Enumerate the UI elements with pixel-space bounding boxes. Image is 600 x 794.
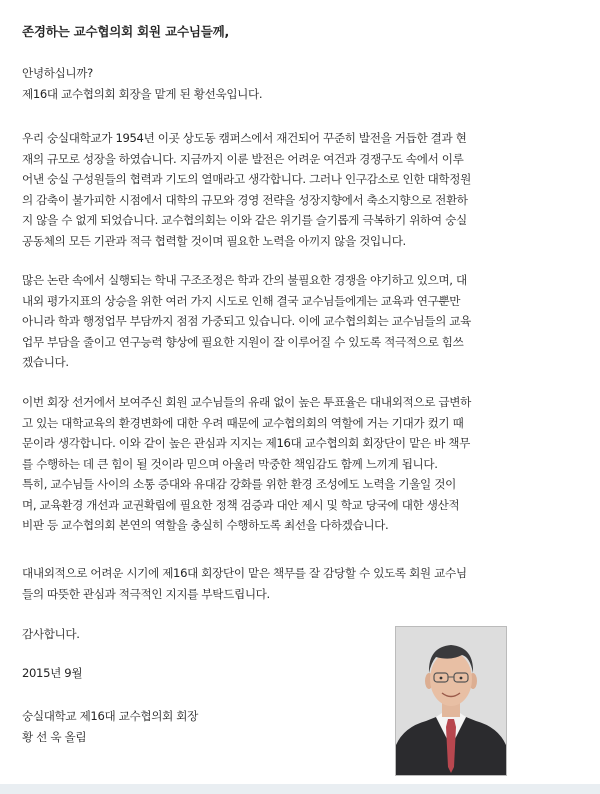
paragraph-line: 들의 따뜻한 관심과 적극적인 지지를 부탁드립니다. bbox=[22, 586, 270, 601]
intro-line: 안녕하십니까? bbox=[22, 66, 93, 80]
portrait-illustration bbox=[396, 627, 506, 775]
paragraph-line: 며, 교육환경 개선과 교권확립에 필요한 정책 검증과 대안 제시 및 학교 당국에 대한 생산적 bbox=[22, 497, 460, 512]
letter-greeting: 존경하는 교수협의회 회원 교수님들께, bbox=[22, 24, 230, 39]
paragraph-line: 업무 부담을 줄이고 연구능력 향상에 필요한 지원이 잘 이루어질 수 있도록 적극적으로 힘쓰 bbox=[22, 334, 464, 349]
paragraph-history bbox=[22, 128, 582, 251]
date-line: 2015년 9월 bbox=[22, 666, 83, 680]
paragraph-line: 아니라 학과 행정업무 부담까지 점점 가중되고 있습니다. 이에 교수협의회는 교수님들의 교육 bbox=[22, 314, 471, 328]
paragraph-line: 특히, 교수님들 사이의 소통 증대와 유대감 강화를 위한 환경 조성에도 노력을 기울일 것이 bbox=[22, 477, 456, 491]
paragraph-line: 대내외적으로 어려운 시기에 제16대 회장단이 맡은 책무를 잘 감당할 수 있도록 회원 교수님 bbox=[22, 566, 467, 580]
paragraph-line: 문이라 생각합니다. 이와 같이 높은 관심과 지지는 제16대 교수협의회 회장단이 맡은 바 책무 bbox=[22, 436, 470, 450]
paragraph-line: 겠습니다. bbox=[22, 355, 69, 369]
paragraph-line: 우리 숭실대학교가 1954년 이곳 상도동 캠퍼스에서 재건되어 꾸준히 발전을 거듭한 결과 현 bbox=[22, 131, 467, 145]
paragraph-request bbox=[22, 563, 582, 604]
paragraph-line: 비판 등 교수협의회 본연의 역할을 충실히 수행하도록 최선을 다하겠습니다. bbox=[22, 518, 389, 532]
paragraph-line: 내외 평가지표의 상승을 위한 여러 가지 시도로 인해 결국 교수님들에게는 교육과 연구뿐만 bbox=[22, 293, 461, 308]
paragraph-line: 의 감축이 불가피한 시점에서 대학의 규모와 경영 전략을 성장지향에서 축소지향으로 전환하 bbox=[22, 192, 468, 207]
paragraph-election bbox=[22, 392, 582, 536]
signature-title: 숭실대학교 제16대 교수협의회 회장 bbox=[22, 709, 198, 723]
signature-name: 황 선 욱 올림 bbox=[22, 729, 87, 744]
paragraph-line: 어낸 숭실 구성원들의 협력과 기도의 열매라고 생각합니다. 그러나 인구감소로 인한 대학정원 bbox=[22, 172, 471, 186]
paragraph-line: 재의 규모로 성장을 하였습니다. 지금까지 이룬 발전은 어려운 여건과 경쟁구도 속에서 이루 bbox=[22, 151, 464, 166]
paragraph-line: 이번 회장 선거에서 보여주신 회원 교수님들의 유래 없이 높은 투표율은 대내외적으로 급변하 bbox=[22, 395, 471, 409]
paragraph-line: 를 수행하는 데 큰 힘이 될 것이라 믿으며 아울러 막중한 책임감도 함께 느끼게 됩니다. bbox=[22, 456, 438, 471]
president-portrait bbox=[395, 626, 507, 776]
paragraph-line: 고 있는 대학교육의 환경변화에 대한 우려 때문에 교수협의회의 역할에 거는 기대가 컸기 때 bbox=[22, 415, 464, 430]
intro-paragraph bbox=[22, 63, 582, 104]
footer-divider bbox=[0, 784, 600, 794]
paragraph-line: 공동체의 모든 기관과 적극 협력할 것이며 필요한 노력을 아끼지 않을 것입니다. bbox=[22, 233, 406, 248]
paragraph-line: 지 않을 수 없게 되었습니다. 교수협의회는 이와 같은 위기를 슬기롭게 극복하기 위하여 숭실 bbox=[22, 213, 467, 227]
paragraph-line: 많은 논란 속에서 실행되는 학내 구조조정은 학과 간의 불필요한 경쟁을 야기하고 있으며, 대 bbox=[22, 273, 467, 287]
intro-line: 제16대 교수협의회 회장을 맡게 된 황선욱입니다. bbox=[22, 86, 263, 101]
closing-line: 감사합니다. bbox=[22, 627, 80, 641]
paragraph-restructuring bbox=[22, 270, 582, 373]
